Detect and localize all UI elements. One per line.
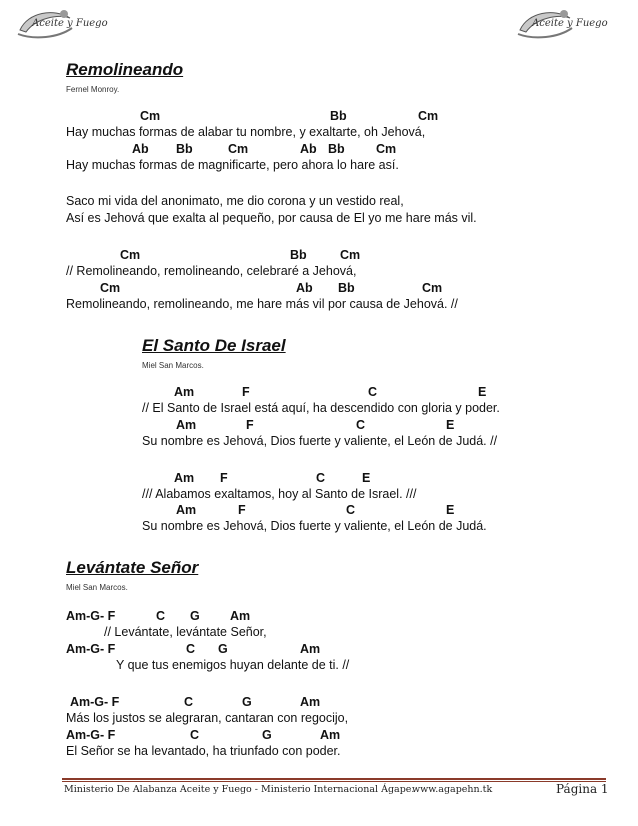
chord: Ab [132, 142, 149, 156]
song-title: El Santo De Israel [142, 336, 286, 355]
chord: F [220, 471, 228, 485]
svg-text:Aceite y Fuego: Aceite y Fuego [532, 18, 608, 29]
chord: C [184, 695, 194, 709]
chord: Am [300, 695, 321, 709]
chord: F [238, 503, 246, 517]
chord: Ab [300, 142, 317, 156]
lyric-line: /// Alabamos exaltamos, hoy al Santo de Israel. /// [142, 487, 417, 501]
chord: Cm [376, 142, 397, 156]
chord: Cm [418, 109, 439, 123]
song-title: Remolineando [66, 60, 184, 79]
chord: F [242, 385, 250, 399]
chord: Am [300, 642, 321, 656]
chord: C [356, 418, 366, 432]
lyric-line: Remolineando, remolineando, me hare más vil por causa de Jehová. // [66, 297, 458, 311]
chord: C [316, 471, 326, 485]
chord: E [362, 471, 371, 485]
lyric-line: // El Santo de Israel está aquí, ha descendido con gloria y poder. [142, 401, 500, 415]
chord: C [156, 609, 166, 623]
chord: Ab [296, 281, 313, 295]
chord: E [446, 503, 455, 517]
chord: C [346, 503, 356, 517]
chord: Am [176, 418, 197, 432]
lyric-line: Saco mi vida del anonimato, me dio corona y un vestido real, [66, 194, 404, 208]
chord: G [190, 609, 200, 623]
lyric-line: El Señor se ha levantado, ha triunfado con poder. [66, 744, 341, 758]
chord: Am-G- F [66, 609, 116, 623]
chord: G [218, 642, 228, 656]
lyric-line: Su nombre es Jehová, Dios fuerte y valiente, el León de Judá. // [142, 434, 498, 448]
lyric-line: Así es Jehová que exalta al pequeño, por causa de El yo me hare más vil. [66, 211, 477, 225]
chord: F [246, 418, 254, 432]
footer-ministry: Ministerio De Alabanza Aceite y Fuego - Ministerio Internacional Ágape. [64, 784, 415, 795]
chord: Bb [328, 142, 345, 156]
chord: E [478, 385, 487, 399]
chord: Am [320, 728, 341, 742]
chord: G [262, 728, 272, 742]
lyric-line: Hay muchas formas de alabar tu nombre, y exaltarte, oh Jehová, [66, 125, 426, 139]
aceite-y-fuego-logo-icon [14, 4, 108, 44]
chord: Am [230, 609, 251, 623]
chord: Bb [330, 109, 347, 123]
logo-left [14, 4, 108, 44]
chord: Am-G- F [66, 642, 116, 656]
lyric-line: Su nombre es Jehová, Dios fuerte y valiente, el León de Judá. [142, 519, 487, 533]
chord: Cm [100, 281, 121, 295]
footer-divider [62, 778, 606, 780]
logo-right [514, 4, 608, 44]
chord: Bb [290, 248, 307, 262]
chord: Am [174, 471, 195, 485]
chord: G [242, 695, 252, 709]
chord: Cm [340, 248, 361, 262]
chord: Cm [422, 281, 443, 295]
chord: Am [174, 385, 195, 399]
chord: C [186, 642, 196, 656]
chord: Cm [140, 109, 161, 123]
lyric-line: // Levántate, levántate Señor, [104, 625, 267, 639]
song-author: Miel San Marcos. [66, 583, 128, 592]
lyric-line: Hay muchas formas de magnificarte, pero ahora lo hare así. [66, 158, 399, 172]
svg-text:Aceite y Fuego: Aceite y Fuego [32, 18, 108, 29]
chord: Am [176, 503, 197, 517]
song-author: Fernel Monroy. [66, 85, 120, 94]
chord: Bb [176, 142, 193, 156]
chord: Bb [338, 281, 355, 295]
song-author: Miel San Marcos. [142, 361, 204, 370]
lyric-line: // Remolineando, remolineando, celebraré a Jehová, [66, 264, 357, 278]
song-title: Levántate Señor [66, 558, 199, 577]
chord: C [190, 728, 200, 742]
chord: Cm [228, 142, 249, 156]
chord: E [446, 418, 455, 432]
chord: Am-G- F [66, 728, 116, 742]
lyric-line: Y que tus enemigos huyan delante de ti. // [116, 658, 350, 672]
page-number: Página 1 [556, 782, 609, 796]
lyric-line: Más los justos se alegraran, cantaran con regocijo, [66, 711, 349, 725]
footer-divider [62, 781, 606, 782]
chord: Cm [120, 248, 141, 262]
footer-website: www.agapehn.tk [412, 784, 493, 795]
aceite-y-fuego-logo-icon [514, 4, 608, 44]
chord: Am-G- F [70, 695, 120, 709]
chord: C [368, 385, 378, 399]
